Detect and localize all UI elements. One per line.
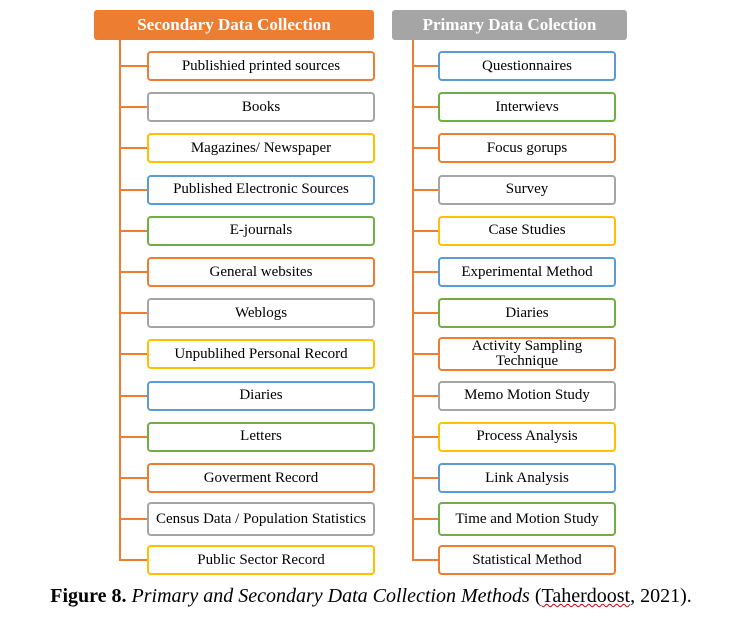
method-box: Census Data / Population Statistics <box>147 502 375 536</box>
connector-line <box>412 189 438 191</box>
primary-header: Primary Data Colection <box>392 10 627 40</box>
connector-line <box>119 65 147 67</box>
method-box: Publishied printed sources <box>147 51 375 81</box>
method-box: Letters <box>147 422 375 452</box>
method-box: Link Analysis <box>438 463 616 493</box>
caption-label: Figure 8. <box>50 585 127 607</box>
connector-line <box>412 65 438 67</box>
connector-line <box>412 518 438 520</box>
connector-line <box>119 147 147 149</box>
method-box: Diaries <box>147 381 375 411</box>
connector-line <box>412 477 438 479</box>
method-box: Case Studies <box>438 216 616 246</box>
method-box: Weblogs <box>147 298 375 328</box>
method-box: Magazines/ Newspaper <box>147 133 375 163</box>
method-box: General websites <box>147 257 375 287</box>
connector-line <box>412 271 438 273</box>
connector-line <box>412 559 438 561</box>
method-box: Unpublihed Personal Record <box>147 339 375 369</box>
connector-line <box>412 106 438 108</box>
method-box: Books <box>147 92 375 122</box>
connector-line <box>119 518 147 520</box>
connector-line <box>119 477 147 479</box>
figure-caption <box>0 585 742 608</box>
method-box: Statistical Method <box>438 545 616 575</box>
connector-line <box>119 189 147 191</box>
method-box: Memo Motion Study <box>438 381 616 411</box>
method-box: Focus gorups <box>438 133 616 163</box>
connector-line <box>412 436 438 438</box>
connector-line <box>412 147 438 149</box>
connector-line <box>412 230 438 232</box>
caption-title: Primary and Secondary Data Collection Methods <box>131 585 530 607</box>
connector-line <box>119 353 147 355</box>
secondary-header: Secondary Data Collection <box>94 10 374 40</box>
method-box: Published Electronic Sources <box>147 175 375 205</box>
caption-citation-author: Taherdoost <box>541 585 631 607</box>
method-box: Activity Sampling Technique <box>438 337 616 371</box>
method-box: E-journals <box>147 216 375 246</box>
connector-line <box>119 395 147 397</box>
connector-line <box>119 271 147 273</box>
method-box: Process Analysis <box>438 422 616 452</box>
connector-line <box>412 312 438 314</box>
caption-citation-rest: , 2021). <box>630 585 692 607</box>
method-box: Survey <box>438 175 616 205</box>
connector-line <box>119 436 147 438</box>
method-box: Public Sector Record <box>147 545 375 575</box>
method-box: Questionnaires <box>438 51 616 81</box>
connector-line <box>119 230 147 232</box>
method-box: Interwievs <box>438 92 616 122</box>
caption-citation-open: ( <box>534 585 542 607</box>
sec-tree-trunk <box>119 40 121 561</box>
method-box: Goverment Record <box>147 463 375 493</box>
connector-line <box>119 312 147 314</box>
method-box: Experimental Method <box>438 257 616 287</box>
pri-tree-trunk <box>412 40 414 561</box>
connector-line <box>412 395 438 397</box>
connector-line <box>119 559 147 561</box>
method-box: Diaries <box>438 298 616 328</box>
connector-line <box>412 353 438 355</box>
method-box: Time and Motion Study <box>438 502 616 536</box>
connector-line <box>119 106 147 108</box>
